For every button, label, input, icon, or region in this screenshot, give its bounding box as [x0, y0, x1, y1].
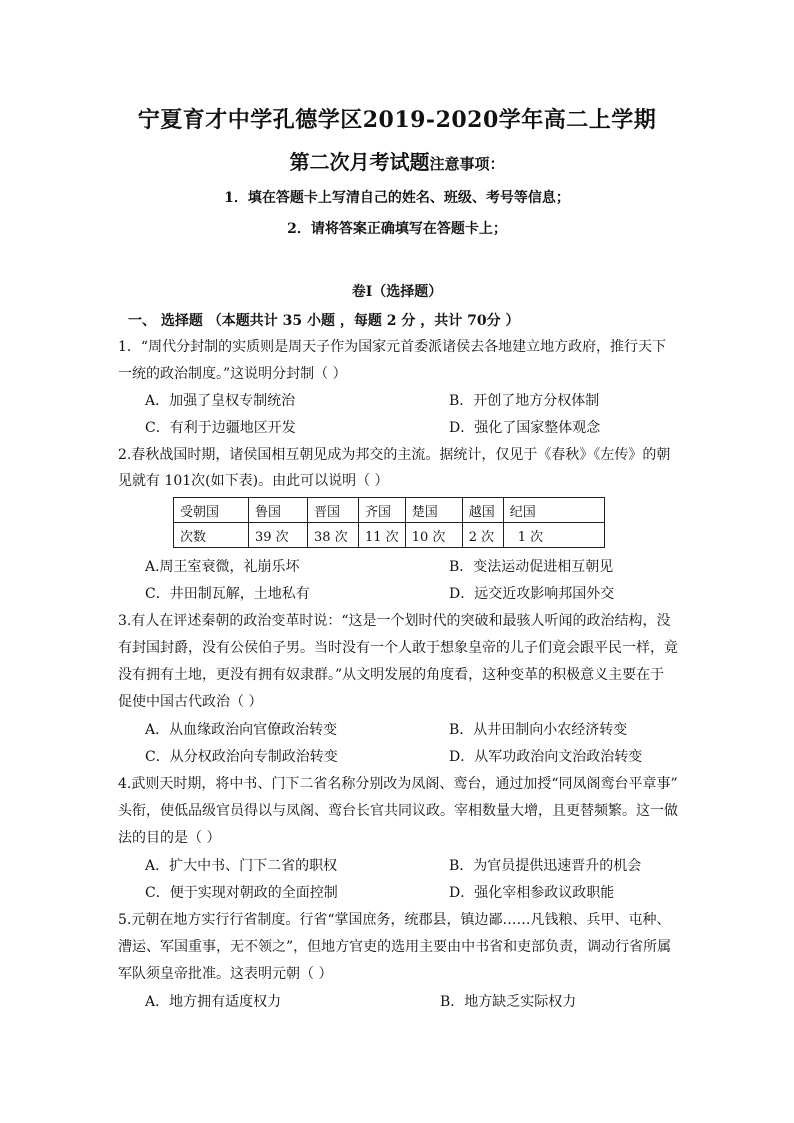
table-cell: 齐国 [359, 498, 406, 523]
question-2-option-a: A.周王室衰微，礼崩乐坏 [145, 559, 300, 575]
question-3-line-2: 有封国封爵，没有公侯伯子男。当时没有一个人敢于想象皇帝的儿子们竟会跟平民一样，竟 [118, 640, 678, 656]
question-4-option-d: D．强化宰相参政议政职能 [449, 885, 615, 901]
table-cell: 晋国 [308, 498, 359, 523]
question-4-line-3: 法的目的是（ ） [118, 830, 221, 846]
question-3-line-1: 3.有人在评述秦朝的政治变革时说：“这是一个划时代的突破和最骇人听闻的政治结构，没 [118, 613, 671, 629]
question-3-option-b: B．从井田制向小农经济转变 [449, 722, 628, 738]
question-2-option-d: D．远交近攻影响邦国外交 [449, 586, 615, 602]
question-2-line-1: 2.春秋战国时期，诸侯国相互朝见成为邦交的主流。据统计，仅见于《春秋》《左传》的朝 [118, 447, 671, 463]
table-cell: 1 次 [503, 523, 604, 548]
question-3-option-c: C．从分权政治向专制政治转变 [145, 749, 338, 765]
question-4-line-1: 4.武则天时期，将中书、门下二省名称分别改为凤阁、鸾台，通过加授“同凤阁鸾台平章事” [118, 776, 678, 792]
table-cell: 38 次 [308, 523, 359, 548]
subtitle-main: 第二次月考试题 [289, 150, 430, 174]
table-cell: 11 次 [359, 523, 406, 548]
section-title: 卷Ⅰ（选择题） [351, 284, 443, 300]
question-1-line-2: 一统的政治制度。”这说明分封制（ ） [118, 366, 347, 382]
notice-heading: 注意事项： [429, 155, 505, 173]
table-cell: 39 次 [249, 523, 308, 548]
question-1-option-c: C．有利于边疆地区开发 [145, 420, 296, 436]
question-2-option-c: C．井田制瓦解，土地私有 [145, 586, 310, 602]
table-cell: 越国 [462, 498, 503, 523]
notice-item-2: 2．请将答案正确填写在答题卡上； [287, 221, 507, 237]
table-cell: 10 次 [405, 523, 462, 548]
question-1-option-d: D．强化了国家整体观念 [449, 420, 601, 436]
question-5-line-1: 5.元朝在地方实行行省制度。行省“掌国庶务，统郡县，镇边鄙……凡钱粮、兵甲、屯种、 [118, 912, 671, 928]
exam-title: 宁夏育才中学孔德学区2019-2020学年高二上学期 [137, 107, 657, 133]
table-cell: 次数 [174, 523, 249, 548]
question-1-option-a: A．加强了皇权专制统治 [145, 393, 296, 409]
question-5-line-2: 漕运、军国重事，无不领之”，但地方官吏的选用主要由中书省和吏部负责，调动行省所属 [118, 939, 672, 955]
question-5-option-b: B．地方缺乏实际权力 [440, 994, 577, 1010]
table-cell: 纪国 [503, 498, 604, 523]
question-3-option-a: A．从血缘政治向官僚政治转变 [145, 722, 338, 738]
question-4-line-2: 头衔，使低品级官员得以与凤阁、鸾台长官共同议政。宰相数量大增，且更替频繁。这一做 [118, 803, 678, 819]
question-3-line-4: 促使中国古代政治（ ） [118, 694, 263, 710]
visits-table [173, 497, 605, 548]
question-4-option-b: B．为官员提供迅速晋升的机会 [449, 858, 642, 874]
notice-item-1: 1．填在答题卡上写清自己的姓名、班级、考号等信息； [224, 190, 570, 206]
question-5-line-3: 军队须皇帝批准。这表明元朝（ ） [118, 966, 333, 982]
table-row [174, 523, 605, 548]
question-3-line-3: 没有拥有土地，更没有拥有奴隶群。”从文明发展的角度看，这种变革的积极意义主要在于 [118, 667, 665, 683]
table-cell: 鲁国 [249, 498, 308, 523]
exam-subtitle [0, 146, 794, 175]
table-cell: 楚国 [405, 498, 462, 523]
table-cell: 受朝国 [174, 498, 249, 523]
question-2-option-b: B．变法运动促进相互朝见 [449, 559, 614, 575]
question-3-option-d: D．从军功政治向文治政治转变 [449, 749, 643, 765]
question-1-option-b: B．开创了地方分权体制 [449, 393, 600, 409]
question-5-option-a: A．地方拥有适度权力 [145, 994, 282, 1010]
table-cell: 2 次 [462, 523, 503, 548]
question-2-line-2: 见就有 101次(如下表)。由此可以说明（ ） [118, 473, 389, 489]
question-4-option-c: C．便于实现对朝政的全面控制 [145, 885, 338, 901]
part-heading: 一、 选择题 （本题共计 35 小题 ，每题 2 分 ，共计 70分 ） [128, 313, 520, 329]
question-1-line-1: 1．“周代分封制的实质则是周天子作为国家元首委派诸侯去各地建立地方政府，推行天下 [118, 339, 667, 355]
table-header-row [174, 498, 605, 523]
question-4-option-a: A．扩大中书、门下二省的职权 [145, 858, 338, 874]
